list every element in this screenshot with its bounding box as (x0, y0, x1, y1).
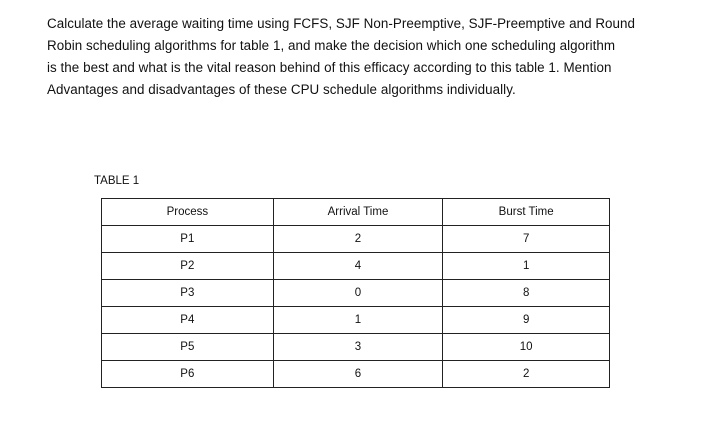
table-header-row (102, 199, 610, 226)
header-burst-time: Burst Time (443, 199, 610, 226)
table-row (102, 361, 610, 388)
question-line-1: Calculate the average waiting time using FCFS, SJF Non-Preemptive, SJF-Preemptive and Round (47, 16, 636, 31)
cell-burst-time: 7 (443, 226, 610, 253)
cell-process: P1 (102, 226, 274, 253)
question-text (47, 13, 697, 101)
cell-burst-time: 8 (443, 280, 610, 307)
cell-arrival-time: 3 (273, 334, 443, 361)
cell-process: P6 (102, 361, 274, 388)
cell-burst-time: 9 (443, 307, 610, 334)
question-line-3: is the best and what is the vital reason behind of this efficacy according to this table 1. Mention (47, 60, 612, 75)
table-label: TABLE 1 (94, 175, 140, 187)
cell-arrival-time: 4 (273, 253, 443, 280)
question-line-4: Advantages and disadvantages of these CPU schedule algorithms individually. (47, 82, 516, 97)
cell-arrival-time: 2 (273, 226, 443, 253)
cell-process: P4 (102, 307, 274, 334)
cell-burst-time: 2 (443, 361, 610, 388)
table-row (102, 307, 610, 334)
table-row (102, 280, 610, 307)
header-process: Process (102, 199, 274, 226)
header-arrival-time: Arrival Time (273, 199, 443, 226)
cell-burst-time: 1 (443, 253, 610, 280)
table-row (102, 226, 610, 253)
cell-arrival-time: 1 (273, 307, 443, 334)
cell-process: P5 (102, 334, 274, 361)
question-line-2: Robin scheduling algorithms for table 1, and make the decision which one scheduling algorithm (47, 38, 616, 53)
cell-arrival-time: 0 (273, 280, 443, 307)
cell-process: P3 (102, 280, 274, 307)
table-row (102, 253, 610, 280)
cell-process: P2 (102, 253, 274, 280)
cell-burst-time: 10 (443, 334, 610, 361)
cell-arrival-time: 6 (273, 361, 443, 388)
table-row (102, 334, 610, 361)
process-table (101, 198, 610, 388)
